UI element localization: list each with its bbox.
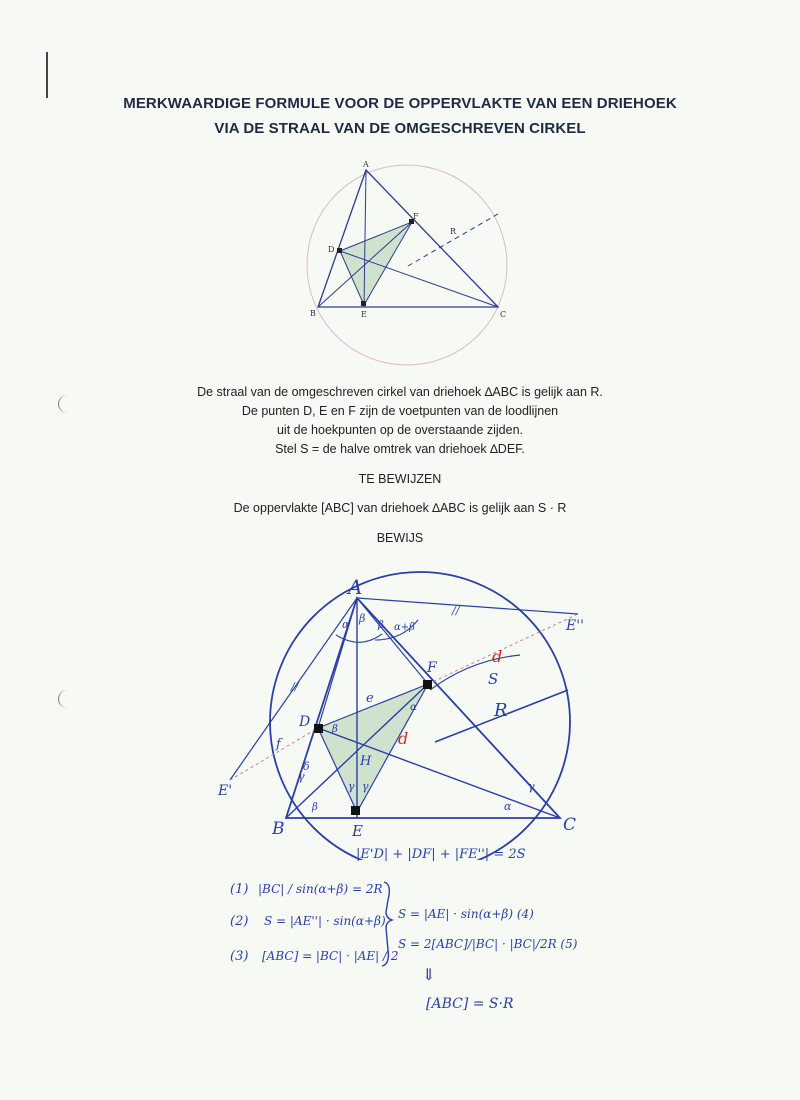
right-angle-e2	[351, 806, 360, 815]
line-ae2	[357, 598, 578, 614]
equal-mark-top: //	[452, 604, 460, 617]
angle-beta-a: β	[359, 612, 366, 625]
circumcircle	[307, 165, 507, 365]
angle-gamma-e2: γ	[362, 780, 369, 793]
eq3: [ABC] = |BC| · |AE| / 2	[262, 949, 399, 963]
right-angle-d2	[314, 724, 323, 733]
proof-label-r: R	[494, 700, 508, 721]
proof-label-f-small: f	[276, 737, 281, 752]
proof-triangle-abc	[286, 598, 560, 818]
segment-ad	[318, 598, 357, 728]
statement-line-3: uit de hoekpunten op de overstaande zijden.	[276, 423, 524, 437]
proof-label-d: D	[299, 714, 311, 730]
proof-label-a: A	[348, 575, 363, 599]
angle-beta-b: β	[312, 802, 318, 813]
perimeter-equation: |E'D| + |DF| + |FE''| = 2S	[356, 847, 526, 862]
angle-alphabeta: α+β	[394, 622, 415, 633]
proof-label-b: B	[272, 819, 285, 839]
eq2: S = |AE''| · sin(α+β)	[264, 914, 386, 928]
equal-mark-left: //	[291, 680, 299, 693]
figure-triangle-circumcircle	[290, 155, 520, 370]
right-angle-d	[337, 248, 342, 253]
brace-s	[430, 655, 520, 690]
label-f: F	[413, 212, 419, 221]
implies-arrow: ⇓	[422, 965, 436, 984]
title-line-2: VIA DE STRAAL VAN DE OMGESCHREVEN CIRKEL	[214, 120, 586, 137]
label-r: R	[450, 227, 457, 236]
to-prove-text: De oppervlakte [ABC] van driehoek ∆ABC is gelijk aan S · R	[233, 501, 567, 515]
angle-alpha-f: α	[410, 702, 417, 713]
eq5: S = 2[ABC]/|BC| · |BC|/2R (5)	[398, 937, 578, 951]
angle-gamma-c: γ	[528, 780, 535, 793]
to-prove-heading: TE BEWIJZEN	[358, 472, 442, 486]
proof-circumcircle	[270, 572, 570, 860]
proof-label-e-small: e	[366, 691, 374, 706]
angle-beta-a2: β	[378, 620, 384, 631]
label-d: D	[328, 245, 335, 254]
proof-label-e1: E'	[218, 783, 233, 799]
proof-label-d-upper: d	[492, 647, 503, 666]
title-line-1: MERKWAARDIGE FORMULE VOOR DE OPPERVLAKTE VAN EEN DRIEHOEK	[123, 95, 677, 112]
angle-alpha-a: α	[342, 618, 350, 631]
angle-delta-d: δ	[303, 760, 310, 773]
eq2-number: (2)	[230, 914, 249, 929]
proof-heading: BEWIJS	[376, 531, 424, 545]
statement-line-2: De punten D, E en F zijn de voetpunten van de loodlijnen	[241, 404, 559, 418]
right-angle-f2	[423, 680, 432, 689]
proof-label-h: H	[360, 754, 372, 769]
angle-beta-d: β	[332, 724, 338, 735]
proof-label-f: F	[427, 660, 437, 676]
proof-equations	[220, 840, 580, 1020]
proof-label-e: E	[352, 822, 363, 840]
angle-gamma-b: γ	[298, 770, 305, 783]
triangle-abc	[318, 170, 498, 307]
proof-figure	[210, 570, 610, 860]
proof-label-s: S	[488, 670, 499, 688]
angle-alpha-c: α	[504, 800, 512, 813]
eq3-number: (3)	[230, 949, 249, 964]
proof-label-d-lower: d	[398, 729, 409, 748]
proof-label-e2: E''	[566, 618, 584, 634]
statement-line-1: De straal van de omgeschreven cirkel van driehoek ∆ABC is gelijk aan R.	[197, 385, 603, 399]
angle-gamma-e1: γ	[348, 780, 355, 793]
label-a: A	[363, 160, 369, 169]
proof-label-c: C	[563, 815, 577, 835]
reflect-f-e2	[428, 614, 578, 684]
label-e: E	[361, 310, 367, 319]
result: [ABC] = S·R	[426, 996, 514, 1012]
eq1: |BC| / sin(α+β) = 2R	[258, 882, 383, 896]
right-angle-e	[361, 301, 366, 306]
label-c: C	[500, 310, 507, 319]
label-b: B	[310, 309, 316, 318]
statement-line-4: Stel S = de halve omtrek van driehoek ∆DEF.	[275, 442, 525, 456]
eq4: S = |AE| · sin(α+β) (4)	[398, 907, 534, 921]
margin-mark	[46, 52, 48, 98]
radius-r	[408, 214, 498, 266]
punch-hole-bottom	[58, 690, 77, 708]
eq1-number: (1)	[230, 882, 249, 897]
